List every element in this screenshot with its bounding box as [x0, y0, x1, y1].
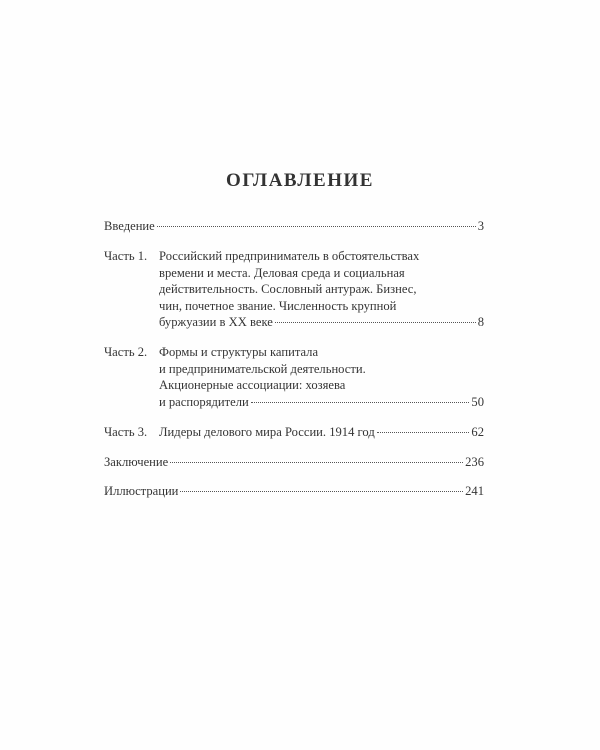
- toc-part-label: Часть 3.: [104, 425, 148, 440]
- dot-leader: [275, 322, 476, 323]
- toc-page-number: 50: [471, 394, 484, 409]
- toc-entry-title-line: Лидеры делового мира России. 1914 год: [159, 425, 375, 440]
- toc-entry-part-1[interactable]: [104, 248, 484, 330]
- toc-entry-title-line: и распорядители: [159, 394, 249, 409]
- toc-entry-title-line: буржуазии в XX веке: [159, 315, 273, 330]
- toc-entry-part-3[interactable]: [104, 424, 484, 440]
- dot-leader: [251, 402, 470, 403]
- toc-page-number: 8: [477, 315, 484, 330]
- toc-entry-title: Иллюстрации: [104, 483, 179, 498]
- toc-page-number: 241: [465, 483, 484, 498]
- toc-entry-title-line: и предпринимательской деятельности.: [159, 361, 366, 376]
- toc-entry-title: Заключение: [104, 455, 169, 470]
- toc-page-number: 62: [471, 425, 484, 440]
- page-title: ОГЛАВЛЕНИЕ: [226, 170, 374, 191]
- toc-page-number: 236: [465, 455, 484, 470]
- toc-entry-title-line: действительность. Сословный антураж. Бизнес,: [159, 282, 417, 297]
- table-of-contents: [104, 218, 484, 499]
- dot-leader: [377, 432, 470, 433]
- toc-entry-conclusion[interactable]: [104, 454, 484, 470]
- toc-entry-part-2[interactable]: [104, 344, 484, 410]
- toc-page-number: 3: [477, 219, 484, 233]
- toc-entry-introduction[interactable]: [104, 218, 484, 234]
- toc-part-label: Часть 1.: [104, 249, 148, 264]
- toc-entry-title-line: Российский предприниматель в обстоятельствах: [159, 249, 420, 264]
- toc-entry-title-line: времени и места. Деловая среда и социальная: [159, 265, 405, 280]
- toc-part-label: Часть 2.: [104, 345, 148, 360]
- dot-leader: [157, 226, 476, 227]
- toc-entry-title-line: Формы и структуры капитала: [159, 345, 319, 360]
- dot-leader: [180, 491, 463, 492]
- toc-entry-title-line: чин, почетное звание. Численность крупной: [159, 298, 397, 313]
- toc-entry-title: Введение: [104, 219, 155, 233]
- dot-leader: [170, 462, 463, 463]
- toc-entry-illustrations[interactable]: [104, 483, 484, 499]
- toc-entry-title-line: Акционерные ассоциации: хозяева: [159, 378, 346, 393]
